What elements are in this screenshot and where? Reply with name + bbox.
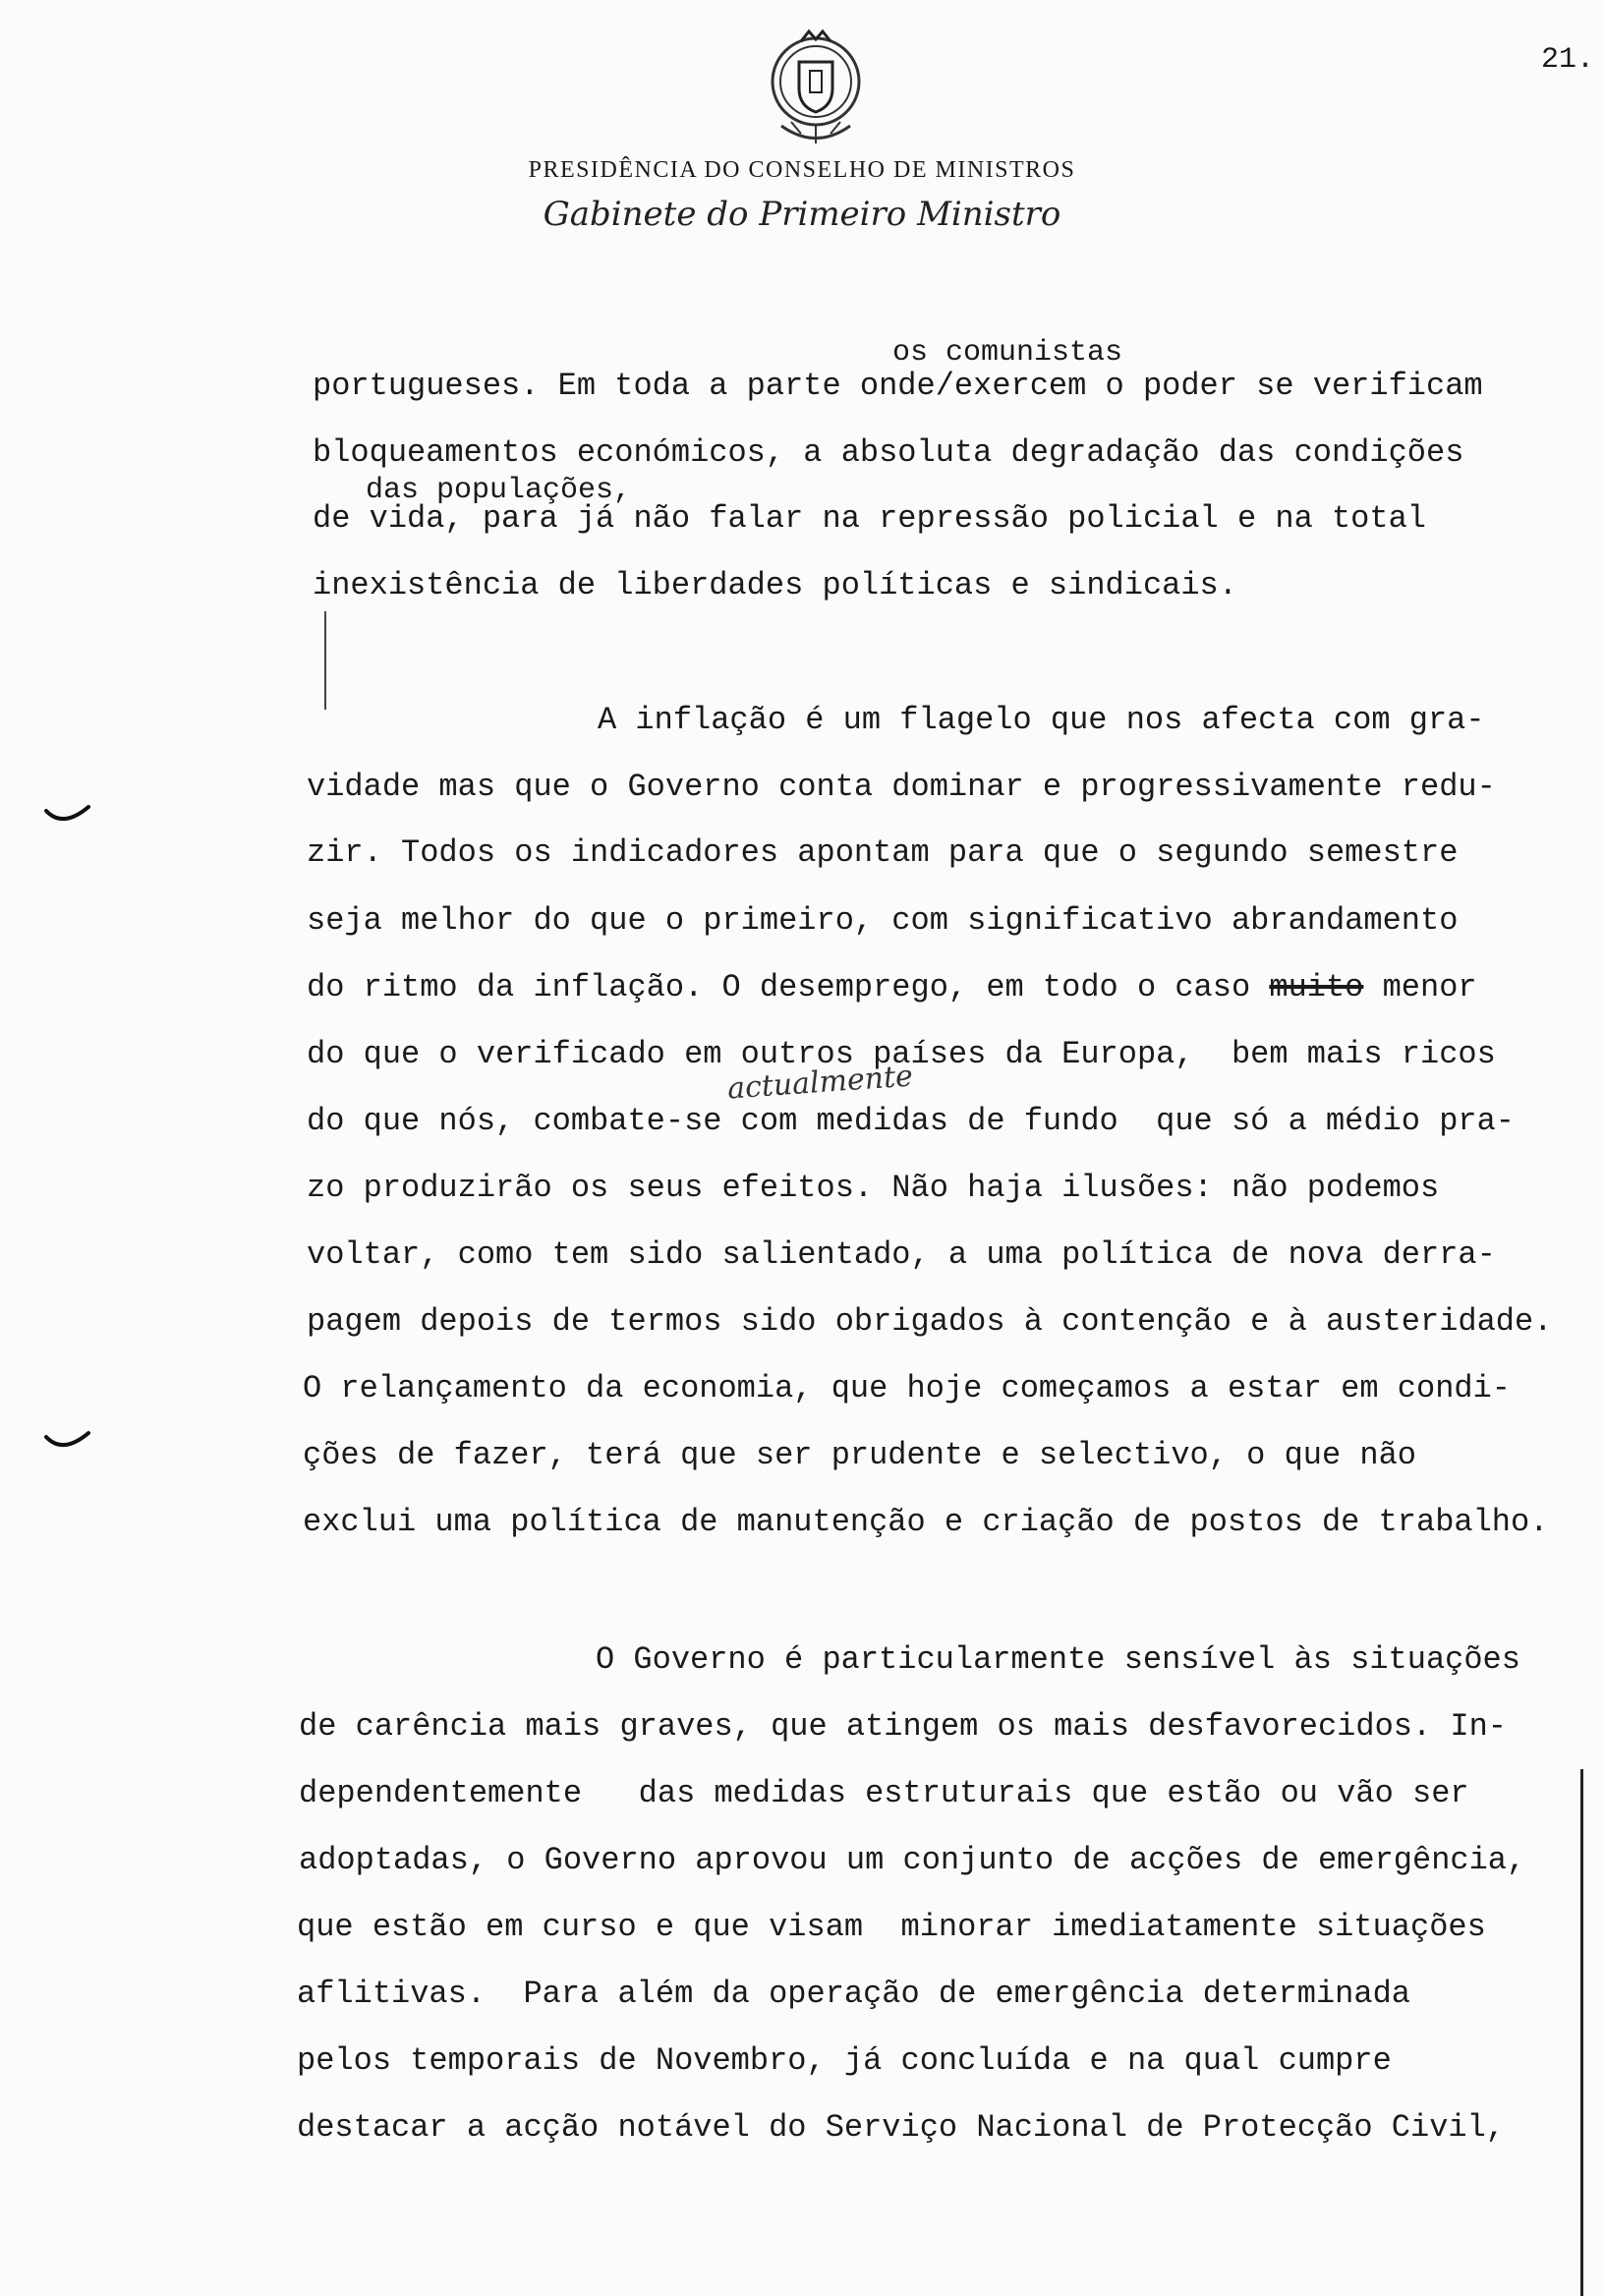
text-line: do que nós, combate-se com medidas de fundo que só a médio pra- bbox=[307, 1103, 1515, 1139]
text-line: adoptadas, o Governo aprovou um conjunto de acções de emergência, bbox=[299, 1842, 1526, 1878]
text-line: O Governo é particularmente sensível às situações bbox=[596, 1641, 1520, 1678]
office-subtitle: Gabinete do Primeiro Ministro bbox=[543, 195, 1061, 234]
page-edge-rule bbox=[1580, 1769, 1583, 2296]
text-line: zo produzirão os seus efeitos. Não haja ilusões: não podemos bbox=[307, 1170, 1440, 1206]
text-line: destacar a acção notável do Serviço Nacional de Protecção Civil, bbox=[297, 2109, 1505, 2146]
ministry-title: PRESIDÊNCIA DO CONSELHO DE MINISTROS bbox=[528, 157, 1076, 183]
text-line: aflitivas. Para além da operação de emergência determinada bbox=[297, 1976, 1410, 2012]
text-line: exclui uma política de manutenção e criação de postos de trabalho. bbox=[303, 1504, 1549, 1540]
text-line: do que o verificado em outros países da Europa, bem mais ricos bbox=[307, 1036, 1496, 1072]
handwritten-actualmente: actualmente bbox=[726, 1059, 914, 1107]
text-line: do ritmo da inflação. O desemprego, em todo o caso muito menor bbox=[307, 969, 1477, 1005]
page-number: 21. bbox=[1541, 43, 1595, 77]
text-line: voltar, como tem sido salientado, a uma política de nova derra- bbox=[307, 1236, 1496, 1273]
text-line: vidade mas que o Governo conta dominar e progressivamente redu- bbox=[307, 769, 1496, 805]
text-line: dependentemente das medidas estruturais que estão ou vão ser bbox=[299, 1775, 1469, 1811]
text-line: seja melhor do que o primeiro, com significativo abrandamento bbox=[307, 902, 1459, 939]
text-line: de carência mais graves, que atingem os mais desfavorecidos. In- bbox=[299, 1708, 1507, 1745]
margin-check-mark bbox=[43, 1427, 92, 1457]
text-line: de vida, para já não falar na repressão policial e na total bbox=[313, 500, 1426, 537]
text-line: pelos temporais de Novembro, já concluída e na qual cumpre bbox=[297, 2042, 1392, 2079]
margin-bracket bbox=[324, 611, 326, 710]
text-line: zir. Todos os indicadores apontam para que o segundo semestre bbox=[307, 834, 1459, 871]
text-line: ções de fazer, terá que ser prudente e selectivo, o que não bbox=[303, 1437, 1416, 1473]
text-line: pagem depois de termos sido obrigados à contenção e à austeridade. bbox=[307, 1303, 1553, 1340]
insertion-das-populacoes: das populações, bbox=[366, 474, 632, 507]
text-line: A inflação é um flagelo que nos afecta com gra- bbox=[598, 702, 1485, 738]
text-line: inexistência de liberdades políticas e sindicais. bbox=[313, 567, 1237, 603]
text-line: que estão em curso e que visam minorar imediatamente situações bbox=[297, 1909, 1486, 1945]
struck-word: muito bbox=[1269, 969, 1364, 1005]
text-line: portugueses. Em toda a parte onde/exercem o poder se verificam bbox=[313, 368, 1483, 404]
insertion-os-comunistas: os comunistas bbox=[892, 336, 1123, 370]
text-line: O relançamento da economia, que hoje começamos a estar em condi- bbox=[303, 1370, 1511, 1406]
margin-check-mark bbox=[43, 801, 92, 831]
coat-of-arms-seal bbox=[762, 28, 870, 150]
text-line: bloqueamentos económicos, a absoluta degradação das condições bbox=[313, 434, 1464, 471]
